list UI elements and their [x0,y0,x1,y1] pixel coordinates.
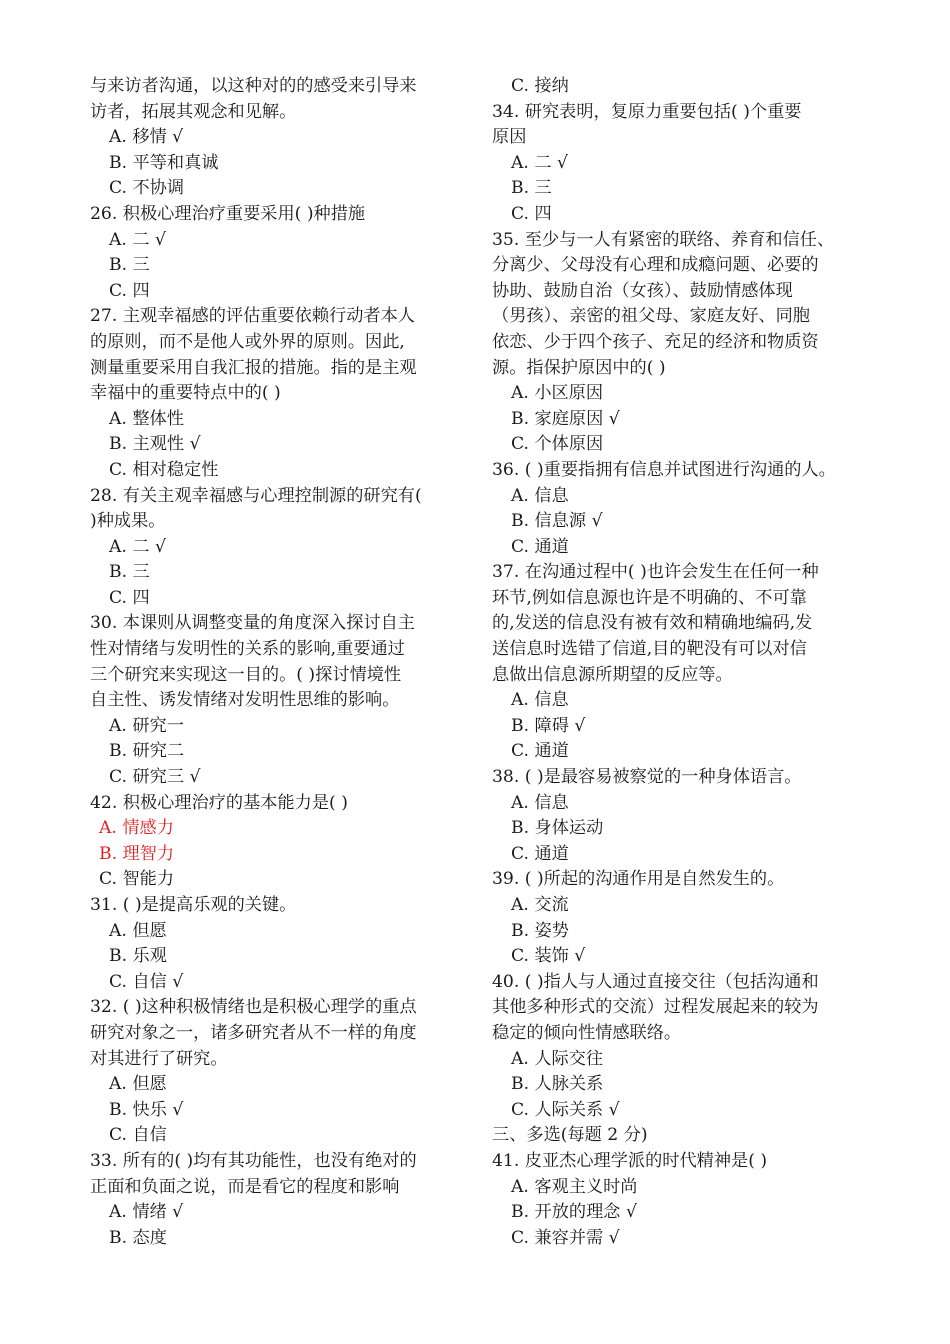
left-option-line: A. 情感力 [99,818,174,839]
right-option-line: B. 家庭原因 √ [511,408,620,429]
left-text-line: 访者，拓展其观念和见解。 [90,101,297,122]
right-text-line: 分离少、父母没有心理和成瘾问题、必要的 [492,255,819,276]
left-text-line: 正面和负面之说，而是看它的程度和影响 [90,1176,400,1197]
left-option-line: A. 整体性 [109,408,184,429]
right-text-line: 息做出信息源所期望的反应等。 [492,664,733,685]
right-option-line: A. 小区原因 [511,383,604,404]
right-column [492,74,872,1251]
left-option-line: B. 理智力 [99,843,175,864]
left-option-line: A. 但愿 [109,1074,167,1095]
right-text-line: 40. ( )指人与人通过直接交往（包括沟通和 [492,971,819,992]
left-text-line: 幸福中的重要特点中的( ) [90,383,281,404]
left-option-line: C. 相对稳定性 [109,459,219,480]
right-text-line: 协助、鼓励自治（女孩）、鼓励情感体现 [492,280,793,301]
right-option-line: B. 身体运动 [511,818,604,839]
left-column [90,74,462,1251]
left-text-line: 33. 所有的( )均有其功能性，也没有绝对的 [90,1150,417,1171]
right-text-line: （男孩）、亲密的祖父母、家庭友好、同胞 [492,306,810,327]
right-option-line: C. 人际关系 √ [511,1099,620,1120]
left-text-line: 研究对象之一，诸多研究者从不一样的角度 [90,1022,417,1043]
left-option-line: C. 智能力 [99,869,175,890]
left-option-line: B. 三 [109,255,150,276]
right-option-line: A. 人际交往 [511,1048,604,1069]
left-text-line: 42. 积极心理治疗的基本能力是( ) [90,792,348,813]
left-option-line: C. 研究三 √ [109,767,201,788]
left-text-line: 三个研究来实现这一目的。( )探讨情境性 [90,664,402,685]
right-option-line: C. 兼容并需 √ [511,1227,620,1248]
left-option-line: B. 态度 [109,1227,167,1248]
right-option-line: A. 信息 [511,690,569,711]
left-option-line: A. 研究一 [109,715,184,736]
left-text-line: 31. ( )是提高乐观的关键。 [90,895,297,915]
left-option-line: A. 情绪 √ [109,1202,184,1223]
right-option-line: A. 客观主义时尚 [511,1176,638,1197]
left-option-line: C. 不协调 [109,178,185,199]
right-text-line: 源。指保护原因中的( ) [492,357,666,378]
right-text-line: 37. 在沟通过程中( )也许会发生在任何一种 [492,562,819,583]
right-text-line: 其他多种形式的交流）过程发展起来的较为 [492,997,819,1018]
left-option-line: C. 四 [109,280,150,301]
right-option-line: C. 接纳 [511,76,569,96]
right-text-line: 41. 皮亚杰心理学派的时代精神是( ) [492,1150,768,1171]
right-option-line: A. 信息 [511,485,569,506]
right-text-line: 39. ( )所起的沟通作用是自然发生的。 [492,869,785,890]
left-text-line: 27. 主观幸福感的评估重要依赖行动者本人 [90,306,415,327]
left-text-line: 28. 有关主观幸福感与心理控制源的研究有( [90,485,422,506]
right-text-line: 34. 研究表明，复原力重要包括( )个重要 [492,101,802,122]
right-option-line: C. 个体原因 [511,434,604,455]
right-text-line: 送信息时选错了信道,目的靶没有可以对信 [492,639,807,660]
left-option-line: B. 乐观 [109,946,167,967]
right-text-line: 依恋、少于四个孩子、充足的经济和物质资 [492,331,819,352]
left-option-line: B. 快乐 √ [109,1099,184,1120]
right-option-line: B. 障碍 √ [511,715,586,736]
left-text-line: 30. 本课则从调整变量的角度深入探讨自主 [90,613,415,634]
left-option-line: A. 但愿 [109,920,167,941]
right-option-line: B. 开放的理念 √ [511,1202,637,1223]
right-option-line: C. 装饰 √ [511,946,586,967]
right-option-line: B. 信息源 √ [511,511,603,532]
right-text-line: 38. ( )是最容易被察觉的一种身体语言。 [492,767,802,788]
right-text-line: 三、多选(每题 2 分) [492,1125,648,1146]
left-text-line: 26. 积极心理治疗重要采用( )种措施 [90,203,366,224]
left-option-line: C. 四 [109,587,150,608]
left-option-line: B. 研究二 [109,741,185,762]
right-option-line: C. 通道 [511,536,569,557]
right-option-line: C. 四 [511,203,552,224]
left-option-line: A. 二 √ [109,536,166,557]
right-text-line: 原因 [492,127,527,148]
left-option-line: C. 自信 √ [109,971,184,992]
left-option-line: B. 主观性 √ [109,434,201,455]
left-option-line: B. 平等和真诚 [109,152,219,173]
left-text-line: 的原则，而不是他人或外界的原则。因此, [90,331,405,352]
left-option-line: A. 二 √ [109,229,166,250]
right-option-line: B. 三 [511,178,552,199]
left-option-line: B. 三 [109,562,150,583]
left-text-line: 32. ( )这种积极情绪也是积极心理学的重点 [90,997,417,1018]
right-text-line: 36. ( )重要指拥有信息并试图进行沟通的人。 [492,459,836,480]
right-option-line: A. 信息 [511,792,569,813]
left-text-line: 对其进行了研究。 [90,1048,228,1069]
left-text-line: 性对情绪与发明性的关系的影响,重要通过 [90,639,405,660]
left-option-line: C. 自信 [109,1125,167,1146]
right-option-line: C. 通道 [511,741,569,762]
right-text-line: 稳定的倾向性情感联络。 [492,1022,682,1043]
right-option-line: B. 姿势 [511,920,569,941]
right-text-line: 35. 至少与一人有紧密的联络、养育和信任、 [492,229,835,250]
right-option-line: B. 人脉关系 [511,1074,604,1095]
right-option-line: A. 交流 [511,895,569,915]
right-text-line: 的,发送的信息没有被有效和精确地编码,发 [492,613,813,634]
left-option-line: A. 移情 √ [109,127,184,148]
right-text-line: 环节,例如信息源也许是不明确的、不可靠 [492,587,807,608]
right-option-line: C. 通道 [511,843,569,864]
left-text-line: 测量重要采用自我汇报的措施。指的是主观 [90,357,417,378]
left-text-line: 与来访者沟通，以这种对的的感受来引导来 [90,76,417,96]
left-text-line: )种成果。 [90,511,166,532]
right-option-line: A. 二 √ [511,152,568,173]
left-text-line: 自主性、诱发情绪对发明性思维的影响。 [90,690,400,711]
